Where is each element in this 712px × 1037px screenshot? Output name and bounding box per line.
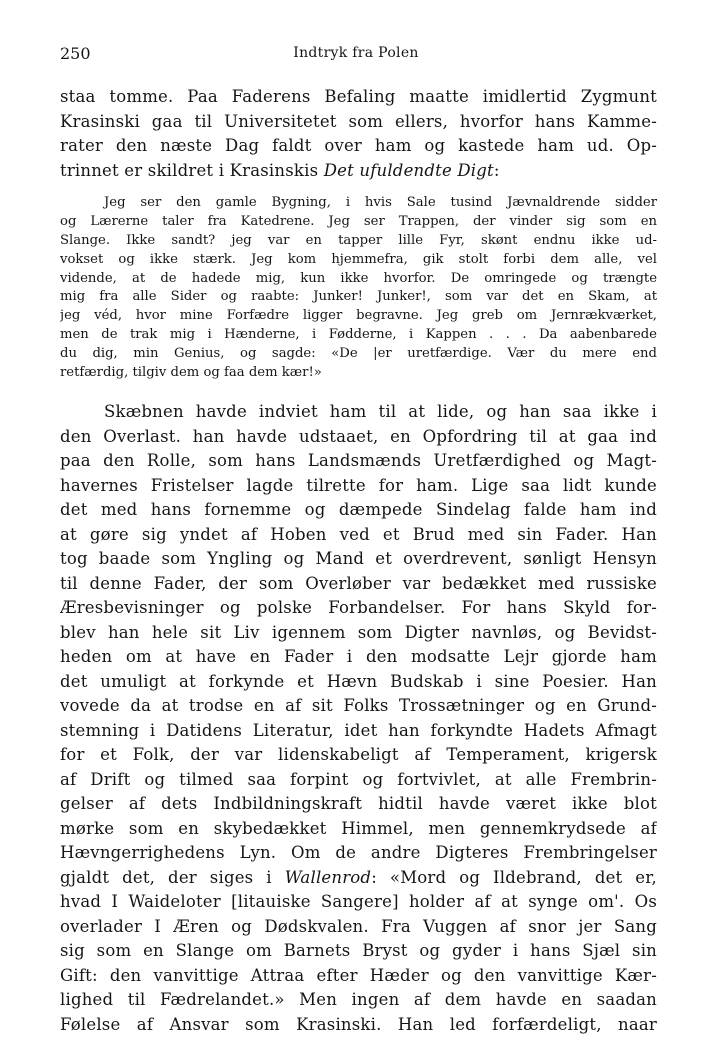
text-line: heden om at have en Fader i den modsatte Lejr gjorde ham <box>60 647 657 666</box>
text-fragment: : <box>493 160 500 180</box>
block-quote <box>60 194 657 383</box>
text-line: Skæbnen havde indviet ham til at lide, og han saa ikke i <box>104 402 657 421</box>
text-line: Æresbevisninger og polske Forbandelser. For hans Skyld for- <box>60 598 657 617</box>
text-line: hvad I Waideloter [litauiske Sangere] holder af at synge om'. Os <box>60 892 657 911</box>
text-line: sig som en Slange om Barnets Bryst og gyder i hans Sjæl sin <box>60 941 657 960</box>
quote-line: vidende, at de hadede mig, kun ikke hvorfor. De omringede og trængte <box>60 270 657 286</box>
text-line: paa den Rolle, som hans Landsmænds Uretfærdighed og Magt- <box>60 451 657 470</box>
text-line <box>60 159 657 184</box>
text-line: vovede da at trodse en af sit Folks Trossætninger og en Grund- <box>60 696 657 715</box>
quote-line: mig fra alle Sider og raabte: Junker! Junker!, som var det en Skam, at <box>60 289 657 305</box>
paragraph-1 <box>60 85 657 183</box>
text-line: af Drift og tilmed saa forpint og fortvivlet, at alle Frembrin- <box>60 769 657 789</box>
quote-line: retfærdig, tilgiv dem og faa dem kær!» <box>60 365 322 381</box>
text-line: Krasinski gaa til Universitetet som ellers, hvorfor hans Kamme- <box>60 111 657 131</box>
text-line: tog baade som Yngling og Mand et overdrevent, sønligt Hensyn <box>60 549 657 568</box>
text-line: Hævngerrighedens Lyn. Om de andre Digteres Frembringelser <box>60 843 657 862</box>
text-line: havernes Fristelser lagde tilrette for ham. Lige saa lidt kunde <box>60 475 657 495</box>
text-line: staa tomme. Paa Faderens Befaling maatte imidlertid Zygmunt <box>60 87 657 106</box>
text-line: blev han hele sit Liv igennem som Digter navnløs, og Bevidst- <box>60 622 657 642</box>
text-fragment: trinnet er skildret i Krasinskis <box>60 160 324 180</box>
quote-line: men de trak mig i Hænderne, i Fødderne, i Kappen . . . Da aabenbarede <box>60 327 657 343</box>
quote-line: vokset og ikke stærk. Jeg kom hjemmefra, gik stolt forbi dem alle, vel <box>60 251 657 267</box>
paragraph-2 <box>60 400 657 1037</box>
text-fragment: gjaldt det, der siges i <box>60 867 285 887</box>
text-line: mørke som en skybedækket Himmel, men gennemkrydsede af <box>60 818 657 838</box>
text-line <box>60 866 657 891</box>
text-line: lighed til Fædrelandet.» Men ingen af dem havde en saadan <box>60 990 657 1009</box>
work-title-italic: Det ufuldendte Digt <box>323 160 494 180</box>
quote-line: jeg véd, hvor mine Forfædre ligger begravne. Jeg greb om Jernrækværket, <box>60 308 657 324</box>
text-fragment: : «Mord og Ildebrand, det er, <box>371 867 657 887</box>
quote-line: du dig, min Genius, og sagde: «De |er uretfærdige. Vær du mere end <box>60 346 657 362</box>
text-line: Gift: den vanvittige Attraa efter Hæder og den vanvittige Kær- <box>60 965 657 985</box>
page-header <box>60 44 652 68</box>
text-line: gelser af dets Indbildningskraft hidtil havde været ikke blot <box>60 794 657 813</box>
text-line: overlader I Æren og Dødskvalen. Fra Vuggen af snor jer Sang <box>60 916 657 936</box>
text-line: Følelse af Ansvar som Krasinski. Han led forfærdeligt, naar <box>60 1014 657 1034</box>
running-title: Indtryk fra Polen <box>293 45 419 61</box>
text-line: for et Folk, der var lidenskabeligt af Temperament, krigersk <box>60 745 657 764</box>
work-title-italic: Wallenrod <box>284 867 372 887</box>
text-line: stemning i Datidens Literatur, idet han forkyndte Hadets Afmagt <box>60 720 657 740</box>
text-line: til denne Fader, der som Overløber var bedækket med russiske <box>60 573 657 593</box>
text-line: rater den næste Dag faldt over ham og kastede ham ud. Op- <box>60 136 657 155</box>
quote-line: Jeg ser den gamle Bygning, i hvis Sale tusind Jævnaldrende sidder <box>104 195 657 210</box>
quote-line: og Lærerne taler fra Katedrene. Jeg ser Trappen, der vinder sig som en <box>60 213 657 229</box>
text-line: det umuligt at forkynde et Hævn Budskab i sine Poesier. Han <box>60 671 657 691</box>
text-line: at gøre sig yndet af Hoben ved et Brud med sin Fader. Han <box>60 524 657 544</box>
text-line: det med hans fornemme og dæmpede Sindelag falde ham ind <box>60 500 657 519</box>
text-line: den Overlast. han havde udstaaet, en Opfordring til at gaa ind <box>60 426 657 446</box>
quote-line: Slange. Ikke sandt? jeg var en tapper lille Fyr, skønt endnu ikke ud- <box>60 232 657 248</box>
page-number: 250 <box>60 44 91 63</box>
